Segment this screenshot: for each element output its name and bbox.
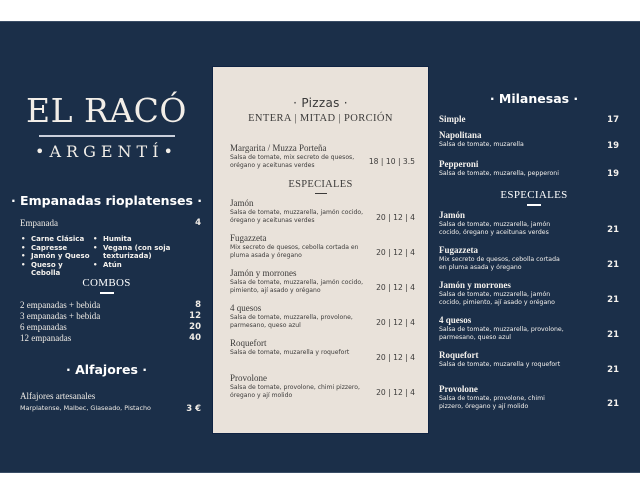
- milanesa-desc: Salsa de tomate, muzarella y roquefort: [439, 361, 561, 368]
- pizza-sizes-header: ENTERA | MITAD | PORCIÓN: [248, 113, 393, 124]
- milanesa-item: [439, 130, 619, 149]
- milanesa-desc: Salsa de tomate, muzzarella, jamón cocido, óregano y aceitunas verdes: [439, 221, 551, 236]
- right-column: [428, 22, 640, 472]
- pizza-price: 20 | 12 | 4: [376, 388, 415, 397]
- alfajores-name: Alfajores artesanales: [20, 391, 96, 401]
- menu-panel: [0, 21, 640, 473]
- milanesa-name: 4 quesos: [439, 315, 472, 325]
- milanesas-title: · Milanesas ·: [489, 91, 579, 106]
- empanada-item: [20, 218, 201, 229]
- pizza-desc: Salsa de tomate, muzzarella, jamón cocido, óregano y aceitunas verdes: [230, 209, 364, 225]
- milanesa-name: Jamón y morrones: [439, 280, 511, 290]
- flavor-item: • Jamón y Queso: [20, 252, 92, 261]
- milanesa-especiales-title: ESPECIALES: [428, 189, 640, 206]
- combo-name: 6 empanadas: [20, 322, 67, 332]
- combo-price: 40: [189, 333, 201, 343]
- milanesa-price: 19: [607, 141, 619, 151]
- pizza-name: 4 quesos: [230, 303, 262, 313]
- alfajores-item: [20, 391, 201, 414]
- milanesa-name: Simple: [439, 114, 466, 124]
- milanesa-item: [439, 315, 619, 342]
- milanesa-item: [439, 114, 619, 125]
- empanada-name: Empanada: [20, 218, 58, 228]
- milanesa-item: [439, 280, 619, 307]
- flavor-item-continued: texturizada): [103, 252, 152, 261]
- milanesa-name: Napolitana: [439, 130, 482, 140]
- alfajores-desc: Marplatense, Malbec, Glaseado, Pistacho: [20, 403, 151, 412]
- milanesa-desc: Mix secreto de quesos, cebolla cortada en pluma asada y óregano: [439, 256, 560, 271]
- milanesa-price: 21: [607, 225, 619, 235]
- flavor-item: • Humita: [92, 235, 192, 244]
- milanesa-name: Jamón: [439, 210, 466, 220]
- milanesa-desc: Salsa de tomate, muzarella: [439, 141, 524, 148]
- flavor-item: • Capresse: [20, 244, 92, 253]
- pizza-desc: Mix secreto de quesos, cebolla cortada en pluma asada y óregano: [230, 244, 359, 260]
- combos-list: [20, 300, 201, 344]
- milanesa-item: [439, 245, 619, 272]
- pizza-especiales-title: ESPECIALES: [213, 179, 428, 194]
- flavor-item: • Carne Clásica: [20, 235, 92, 244]
- pizza-item: [230, 143, 415, 171]
- pizza-item: [230, 373, 415, 401]
- pizza-name: Margarita / Muzza Porteña: [230, 143, 327, 153]
- combo-price: 12: [189, 311, 201, 321]
- left-column: [0, 22, 213, 472]
- milanesa-item: [439, 159, 619, 178]
- pizzas-title: · Pizzas ·: [293, 96, 348, 110]
- milanesa-price: 21: [607, 330, 619, 340]
- logo-sub-text: •ARGENTÍ•: [35, 142, 178, 161]
- pizza-desc: Salsa de tomate, muzarella y roquefort: [230, 349, 350, 356]
- milanesa-price: 17: [607, 115, 619, 125]
- pizza-item: [230, 338, 415, 362]
- pizza-price: 20 | 12 | 4: [376, 318, 415, 327]
- combo-row: [20, 300, 201, 311]
- pizza-name: Fugazzeta: [230, 233, 267, 243]
- empanadas-title: · Empanadas rioplatenses ·: [10, 193, 203, 208]
- pizza-name: Roquefort: [230, 338, 267, 348]
- logo: [0, 92, 213, 163]
- milanesa-name: Pepperoni: [439, 159, 479, 169]
- combo-name: 3 empanadas + bebida: [20, 311, 101, 321]
- flavors-column-1: [20, 235, 92, 278]
- pizzas-card: [213, 67, 428, 433]
- pizza-price: 18 | 10 | 3.5: [368, 157, 415, 166]
- logo-divider: [39, 135, 175, 137]
- pizza-price: 20 | 12 | 4: [376, 353, 415, 362]
- empanada-flavors: [20, 235, 201, 278]
- combo-row: [20, 333, 201, 344]
- pizza-item: [230, 233, 415, 261]
- milanesa-name: Provolone: [439, 384, 478, 394]
- empanada-price: 4: [195, 218, 201, 228]
- milanesa-price: 21: [607, 399, 619, 409]
- combo-name: 12 empanadas: [20, 333, 72, 343]
- combo-row: [20, 322, 201, 333]
- alfajores-detail-row: [20, 404, 201, 414]
- milanesa-item: [439, 210, 619, 237]
- milanesa-price: 21: [607, 365, 619, 375]
- combos-title: COMBOS: [0, 277, 213, 294]
- combo-price: 20: [189, 322, 201, 332]
- pizza-item: [230, 268, 415, 296]
- combo-row: [20, 311, 201, 322]
- alfajores-title: · Alfajores ·: [66, 362, 147, 377]
- flavors-column-2: [92, 235, 192, 278]
- pizza-price: 20 | 12 | 4: [376, 283, 415, 292]
- milanesa-price: 21: [607, 260, 619, 270]
- milanesa-item: [439, 350, 619, 375]
- milanesa-name: Fugazzeta: [439, 245, 478, 255]
- milanesa-desc: Salsa de tomate, muzzarella, jamón cocido, pimiento, ají asado y orégano: [439, 291, 555, 306]
- milanesa-desc: Salsa de tomate, muzzarella, provolone, parmesano, queso azul: [439, 326, 564, 341]
- logo-main-text: EL RACÓ: [26, 91, 187, 130]
- pizza-price: 20 | 12 | 4: [376, 248, 415, 257]
- flavor-item: • Queso y Cebolla: [20, 261, 92, 278]
- pizza-item: [230, 198, 415, 226]
- flavor-item: • Atún: [92, 261, 192, 270]
- pizza-name: Jamón: [230, 198, 254, 208]
- alfajores-price: 3 €: [186, 403, 201, 414]
- combo-price: 8: [195, 300, 201, 310]
- milanesa-name: Roquefort: [439, 350, 479, 360]
- pizza-desc: Salsa de tomate, mix secreto de quesos, orégano y aceitunas verdes: [230, 154, 355, 170]
- milanesa-price: 19: [607, 169, 619, 179]
- milanesa-desc: Salsa de tomate, provolone, chimi pizzero, óregano y ají molido: [439, 395, 545, 410]
- pizza-item: [230, 303, 415, 331]
- milanesa-desc: Salsa de tomate, muzarella, pepperoni: [439, 170, 559, 177]
- pizza-desc: Salsa de tomate, muzzarella, provolone, parmesano, queso azul: [230, 314, 353, 330]
- milanesa-item: [439, 384, 619, 411]
- pizza-name: Provolone: [230, 373, 267, 383]
- pizza-price: 20 | 12 | 4: [376, 213, 415, 222]
- pizza-desc: Salsa de tomate, muzzarella, jamón cocido, pimiento, ají asado y orégano: [230, 279, 364, 295]
- pizza-name: Jamón y morrones: [230, 268, 297, 278]
- flavor-item: • Vegana (con soja: [92, 244, 192, 253]
- pizza-desc: Salsa de tomate, provolone, chimi pizzero, óregano y ají molido: [230, 384, 360, 400]
- milanesa-price: 21: [607, 295, 619, 305]
- combo-name: 2 empanadas + bebida: [20, 300, 101, 310]
